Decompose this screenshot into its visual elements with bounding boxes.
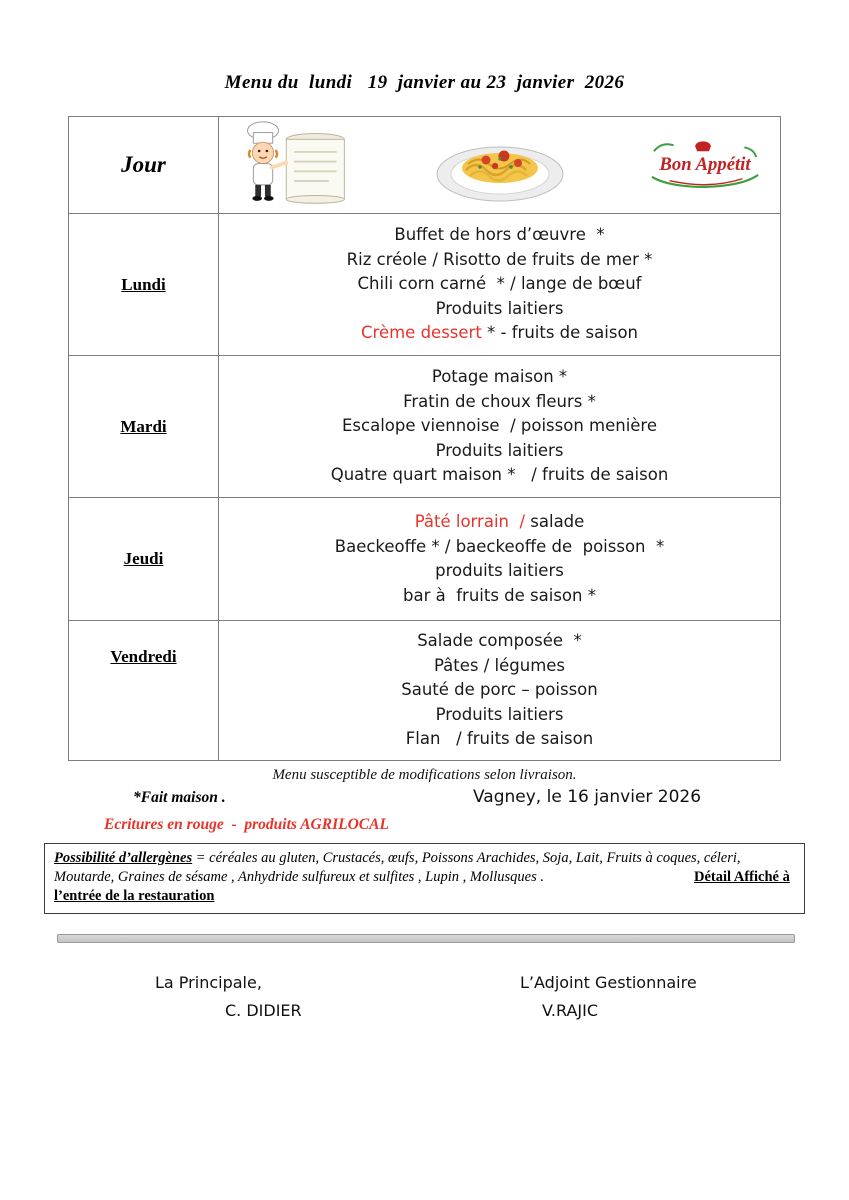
menu-line bbox=[223, 584, 776, 609]
menu-cell bbox=[219, 214, 781, 356]
menu-line-segment: produits laitiers bbox=[435, 561, 564, 580]
menu-line-segment: Fratin de choux fleurs * bbox=[403, 391, 596, 411]
menu-line bbox=[223, 703, 776, 728]
menu-line bbox=[223, 414, 776, 439]
jour-header-cell bbox=[69, 117, 219, 214]
menu-line-segment: Pâtes / légumes bbox=[433, 655, 566, 675]
menu-line-segment: salade bbox=[530, 512, 585, 531]
menu-line-segment: Quatre quart maison * / fruits de saison bbox=[330, 465, 669, 485]
menu-line-segment: Produits laitiers bbox=[435, 440, 564, 460]
day-label: Vendredi bbox=[110, 647, 177, 666]
menu-line bbox=[223, 727, 776, 752]
menu-line bbox=[223, 297, 776, 322]
menu-table bbox=[68, 116, 781, 761]
day-cell bbox=[69, 498, 219, 621]
menu-line bbox=[223, 678, 776, 703]
signature-right-role: L’Adjoint Gestionnaire bbox=[520, 973, 697, 992]
menu-line bbox=[223, 463, 776, 488]
day-cell bbox=[69, 621, 219, 761]
menu-line-segment: Riz créole / Risotto de fruits de mer * bbox=[346, 249, 653, 269]
fait-maison-note: *Fait maison . bbox=[133, 789, 226, 806]
menu-line-segment: Chili corn carné * / lange de bœuf bbox=[357, 274, 642, 294]
menu-row-lundi bbox=[69, 214, 781, 356]
menu-line bbox=[223, 439, 776, 464]
allergen-list: = céréales au gluten, Crustacés, œufs, Poissons Arachides, Soja, Lait, Fruits à coques, céleri, Moutarde, Graines de sésame , Anhydride sulfureux et sulfites , Lupin , Mollusques . bbox=[54, 850, 741, 885]
menu-line-segment-red: Crème dessert bbox=[361, 323, 482, 343]
signature-right-name: V.RAJIC bbox=[542, 1001, 598, 1020]
menu-line-segment: bar à fruits de saison * bbox=[403, 585, 596, 605]
menu-line-segment: Escalope viennoise / poisson menière bbox=[341, 416, 658, 436]
menu-line bbox=[223, 629, 776, 654]
menu-line-segment: Sauté de porc – poisson bbox=[401, 680, 598, 700]
allergen-detail-note: Détail Affiché à l’entrée de la restauration bbox=[54, 869, 790, 904]
menu-row-jeudi bbox=[69, 498, 781, 621]
menu-line bbox=[223, 321, 776, 346]
menu-row-mardi bbox=[69, 356, 781, 498]
menu-line bbox=[223, 654, 776, 679]
menu-line-segment: Produits laitiers bbox=[435, 298, 564, 318]
day-label: Jeudi bbox=[123, 549, 164, 568]
bon-appetit-text: Bon Appétit bbox=[659, 153, 751, 175]
modification-note: Menu susceptible de modifications selon livraison. bbox=[272, 767, 577, 783]
note-row bbox=[0, 787, 849, 814]
menu-line bbox=[223, 559, 776, 584]
menu-cell bbox=[219, 356, 781, 498]
day-label: Mardi bbox=[120, 416, 167, 436]
header-media-cell bbox=[219, 117, 781, 214]
place-date: Vagney, le 16 janvier 2026 bbox=[473, 787, 702, 807]
menu-table-body bbox=[69, 214, 781, 761]
menu-cell bbox=[219, 498, 781, 621]
menu-line bbox=[223, 535, 776, 560]
menu-line bbox=[223, 390, 776, 415]
day-cell bbox=[69, 214, 219, 356]
menu-line bbox=[223, 248, 776, 273]
menu-line-segment-red: Pâté lorrain / bbox=[414, 512, 531, 531]
day-cell bbox=[69, 356, 219, 498]
menu-header-row bbox=[69, 117, 781, 214]
menu-line bbox=[223, 510, 776, 535]
signatures-block bbox=[0, 973, 849, 1043]
menu-cell bbox=[219, 621, 781, 761]
allergen-box bbox=[44, 843, 805, 914]
bon-appetit-logo-icon bbox=[646, 137, 764, 193]
menu-row-vendredi bbox=[69, 621, 781, 761]
day-label: Lundi bbox=[121, 274, 166, 294]
menu-line-segment: Baeckeoffe * / baeckeoffe de poisson * bbox=[334, 536, 665, 556]
menu-line-segment: Produits laitiers bbox=[435, 704, 564, 724]
signature-left-role: La Principale, bbox=[155, 973, 262, 992]
allergen-label: Possibilité d’allergènes bbox=[54, 850, 193, 866]
menu-line-segment: Salade composée * bbox=[417, 631, 582, 651]
signature-left-name: C. DIDIER bbox=[225, 1001, 302, 1020]
menu-line-segment: Buffet de hors d’œuvre * bbox=[394, 225, 605, 245]
horizontal-divider-bar bbox=[57, 934, 795, 943]
pasta-plate-icon bbox=[434, 122, 566, 208]
menu-line bbox=[223, 223, 776, 248]
header-media bbox=[219, 117, 780, 213]
agrilocal-note: Ecritures en rouge - produits AGRILOCAL bbox=[104, 816, 389, 833]
menu-line bbox=[223, 272, 776, 297]
page-title: Menu du lundi 19 janvier au 23 janvier 2026 bbox=[224, 72, 625, 93]
menu-line-segment: Potage maison * bbox=[431, 367, 568, 387]
jour-header-label: Jour bbox=[121, 152, 166, 177]
menu-line-segment: Flan / fruits de saison bbox=[405, 729, 594, 749]
menu-line-segment: * - fruits de saison bbox=[481, 323, 638, 343]
chef-with-menu-icon bbox=[235, 119, 353, 211]
menu-line bbox=[223, 365, 776, 390]
